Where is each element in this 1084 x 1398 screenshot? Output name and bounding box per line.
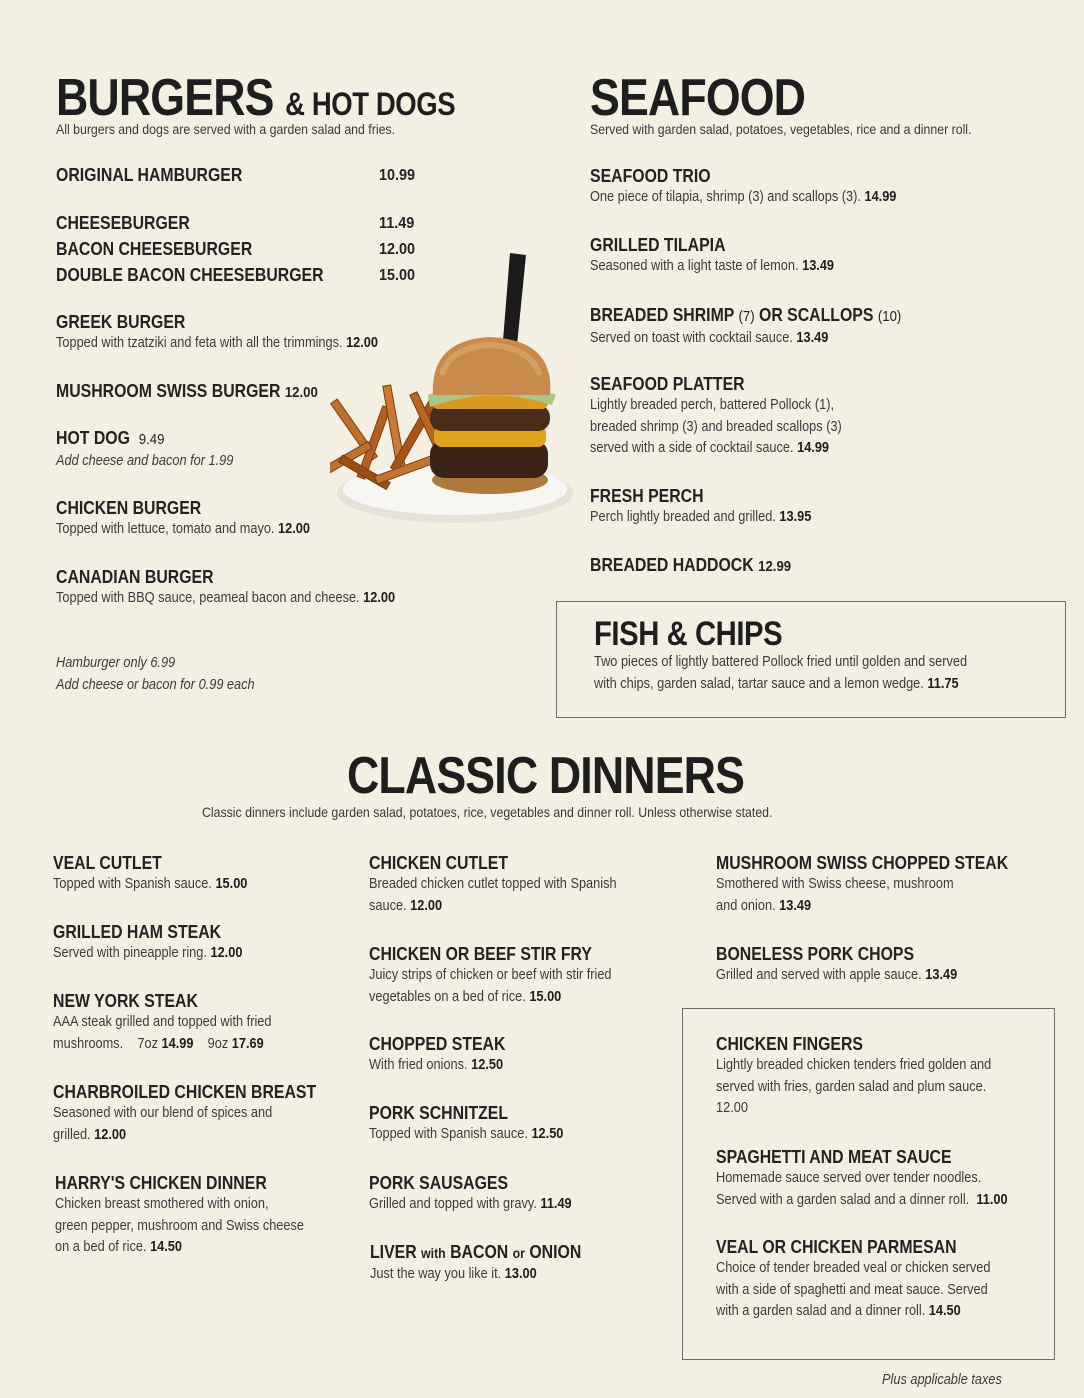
menu-item — [370, 1241, 610, 1286]
item-name: GRILLED TILAPIA — [590, 235, 726, 255]
fish-chips-title: FISH & CHIPS — [594, 615, 783, 653]
item-desc: and onion. 13.49 — [716, 897, 812, 914]
burgers-subtitle: All burgers and dogs are served with a garden salad and fries. — [56, 121, 396, 137]
menu-item — [590, 373, 876, 460]
menu-item — [369, 852, 650, 917]
item-name: CHICKEN FINGERS — [716, 1034, 863, 1054]
item-desc: with a garden salad and a dinner roll. 14.50 — [716, 1303, 961, 1319]
item-name: MUSHROOM SWISS CHOPPED STEAK — [716, 853, 1009, 873]
menu-item — [716, 1033, 1029, 1120]
item-name: GRILLED HAM STEAK — [53, 922, 222, 942]
seafood-subtitle: Served with garden salad, potatoes, vegetables, rice and a dinner roll. — [590, 121, 972, 137]
item-desc: Topped with Spanish sauce. 15.00 — [53, 876, 248, 892]
item-name: CHARBROILED CHICKEN BREAST — [53, 1082, 317, 1102]
item-desc: on a bed of rice. 14.50 — [55, 1239, 183, 1255]
menu-item — [56, 427, 258, 473]
burgers-title-main: BURGERS — [56, 69, 274, 127]
burger-fries-photo — [330, 245, 580, 535]
item-desc: with a side of spaghetti and meat sauce. Served — [716, 1281, 988, 1298]
item-desc: Juicy strips of chicken or beef with stir fried — [369, 967, 612, 983]
menu-item — [716, 943, 990, 987]
item-desc: Chicken breast smothered with onion, — [55, 1196, 269, 1212]
item-price: 11.49 — [379, 215, 415, 232]
burgers-title-rest: & HOT DOGS — [285, 86, 456, 122]
menu-item — [56, 497, 345, 541]
menu-item — [590, 485, 842, 529]
menu-item — [590, 304, 944, 350]
menu-item — [53, 990, 301, 1055]
menu-item — [590, 554, 819, 578]
item-desc: Topped with Spanish sauce. 12.50 — [369, 1126, 564, 1142]
item-name: VEAL CUTLET — [53, 853, 162, 873]
item-desc: Lightly breaded chicken tenders fried golden and — [716, 1057, 992, 1073]
item-desc: served with a side of cocktail sauce. 14.99 — [590, 440, 830, 456]
item-desc: Perch lightly breaded and grilled. 13.95 — [590, 509, 812, 525]
menu-item — [53, 852, 274, 896]
menu-item — [369, 1172, 599, 1216]
item-desc: Topped with BBQ sauce, peameal bacon and cheese. 12.00 — [56, 590, 396, 606]
menu-item — [56, 212, 208, 234]
item-price: 15.00 — [379, 267, 416, 284]
item-price: 10.99 — [379, 167, 416, 184]
fish-chips-desc-2: with chips, garden salad, tartar sauce and a lemon wedge. 11.75 — [594, 676, 959, 692]
item-name: ORIGINAL HAMBURGER — [56, 165, 243, 185]
item-desc: vegetables on a bed of rice. 15.00 — [369, 988, 562, 1005]
fish-chips-desc-1: Two pieces of lightly battered Pollock fried until golden and served — [594, 654, 968, 670]
item-name: GREEK BURGER — [56, 312, 186, 332]
item-desc: Grilled and topped with gravy. 11.49 — [369, 1196, 572, 1212]
item-name: BREADED HADDOCK 12.99 — [590, 555, 792, 575]
menu-item — [53, 921, 268, 965]
classic-heading: CLASSIC DINNERS — [347, 747, 745, 805]
menu-item — [369, 943, 645, 1008]
item-price: 12.00 — [379, 241, 416, 258]
item-desc: Seasoned with our blend of spices and — [53, 1105, 273, 1121]
item-desc: Choice of tender breaded veal or chicken served — [716, 1260, 991, 1276]
item-desc: Seasoned with a light taste of lemon. 13.49 — [590, 258, 835, 274]
menu-item — [56, 380, 354, 404]
menu-item — [716, 852, 1048, 917]
item-desc: Served with a garden salad and a dinner roll. 11.00 — [716, 1191, 1008, 1208]
item-name: FRESH PERCH — [590, 486, 704, 506]
menu-item — [590, 234, 867, 278]
item-name: CHICKEN BURGER — [56, 498, 202, 518]
item-name: CHICKEN OR BEEF STIR FRY — [369, 944, 592, 964]
item-name: DOUBLE BACON CHEESEBURGER — [56, 265, 324, 285]
item-desc: green pepper, mushroom and Swiss cheese — [55, 1217, 304, 1234]
menu-item — [369, 1102, 590, 1146]
item-note: Add cheese and bacon for 1.99 — [56, 453, 234, 469]
seafood-heading: SEAFOOD — [590, 69, 806, 127]
item-desc: Homemade sauce served over tender noodles. — [716, 1170, 982, 1186]
classic-subtitle: Classic dinners include garden salad, potatoes, rice, vegetables and dinner roll. Unless otherwise stated. — [202, 804, 773, 820]
item-name: CHEESEBURGER — [56, 213, 190, 233]
menu-item — [53, 1081, 352, 1146]
item-desc: One piece of tilapia, shrimp (3) and scallops (3). 14.99 — [590, 189, 897, 205]
item-desc: Just the way you like it. 13.00 — [370, 1266, 537, 1282]
menu-item — [716, 1236, 1028, 1323]
item-name: NEW YORK STEAK — [53, 991, 198, 1011]
menu-item — [55, 1172, 338, 1259]
item-desc: Breaded chicken cutlet topped with Spanish — [369, 876, 617, 892]
item-name: CANADIAN BURGER — [56, 567, 214, 587]
item-desc: Grilled and served with apple sauce. 13.49 — [716, 967, 958, 983]
menu-item — [56, 566, 441, 610]
item-desc: sauce. 12.00 — [369, 897, 443, 914]
item-name: BREADED SHRIMP (7) OR SCALLOPS (10) — [590, 305, 902, 325]
item-desc: Topped with lettuce, tomato and mayo. 12.00 — [56, 521, 310, 537]
item-desc: AAA steak grilled and topped with fried — [53, 1014, 272, 1030]
menu-item — [590, 165, 938, 209]
burgers-note-2: Add cheese or bacon for 0.99 each — [56, 677, 255, 693]
footer-taxes-note: Plus applicable taxes — [882, 1372, 1002, 1388]
burgers-heading — [56, 68, 455, 128]
burgers-note-1: Hamburger only 6.99 — [56, 655, 176, 671]
item-desc: With fried onions. 12.50 — [369, 1057, 504, 1073]
item-name: VEAL OR CHICKEN PARMESAN — [716, 1237, 957, 1257]
item-desc: grilled. 12.00 — [53, 1126, 127, 1143]
menu-item — [369, 1033, 524, 1077]
item-name: HOT DOG 9.49 — [56, 428, 165, 448]
item-price: 12.00 — [716, 1100, 748, 1116]
item-desc: Served with pineapple ring. 12.00 — [53, 945, 243, 961]
item-name: HARRY'S CHICKEN DINNER — [55, 1173, 267, 1193]
item-desc: Topped with tzatziki and feta with all the trimmings. 12.00 — [56, 335, 379, 351]
item-name: BONELESS PORK CHOPS — [716, 944, 915, 964]
item-desc: Served on toast with cocktail sauce. 13.49 — [590, 330, 829, 346]
item-name: CHICKEN CUTLET — [369, 853, 509, 873]
item-desc: breaded shrimp (3) and breaded scallops (3) — [590, 418, 842, 435]
menu-item — [56, 164, 268, 186]
item-desc: Lightly breaded perch, battered Pollock (1), — [590, 397, 835, 413]
menu-item — [56, 238, 279, 260]
item-name: MUSHROOM SWISS BURGER 12.00 — [56, 381, 318, 401]
item-name: PORK SCHNITZEL — [369, 1103, 509, 1123]
item-desc: mushrooms. 7oz 14.99 9oz 17.69 — [53, 1035, 264, 1052]
item-name: PORK SAUSAGES — [369, 1173, 509, 1193]
item-name: BACON CHEESEBURGER — [56, 239, 253, 259]
item-name: LIVER with BACON or ONION — [370, 1242, 582, 1262]
menu-item — [56, 264, 360, 286]
item-desc: served with fries, garden salad and plum sauce. — [716, 1078, 987, 1095]
item-desc: Smothered with Swiss cheese, mushroom — [716, 876, 954, 892]
menu-item — [716, 1146, 1047, 1211]
item-name: SPAGHETTI AND MEAT SAUCE — [716, 1147, 952, 1167]
item-name: SEAFOOD PLATTER — [590, 374, 745, 394]
item-name: CHOPPED STEAK — [369, 1034, 506, 1054]
item-name: SEAFOOD TRIO — [590, 166, 711, 186]
